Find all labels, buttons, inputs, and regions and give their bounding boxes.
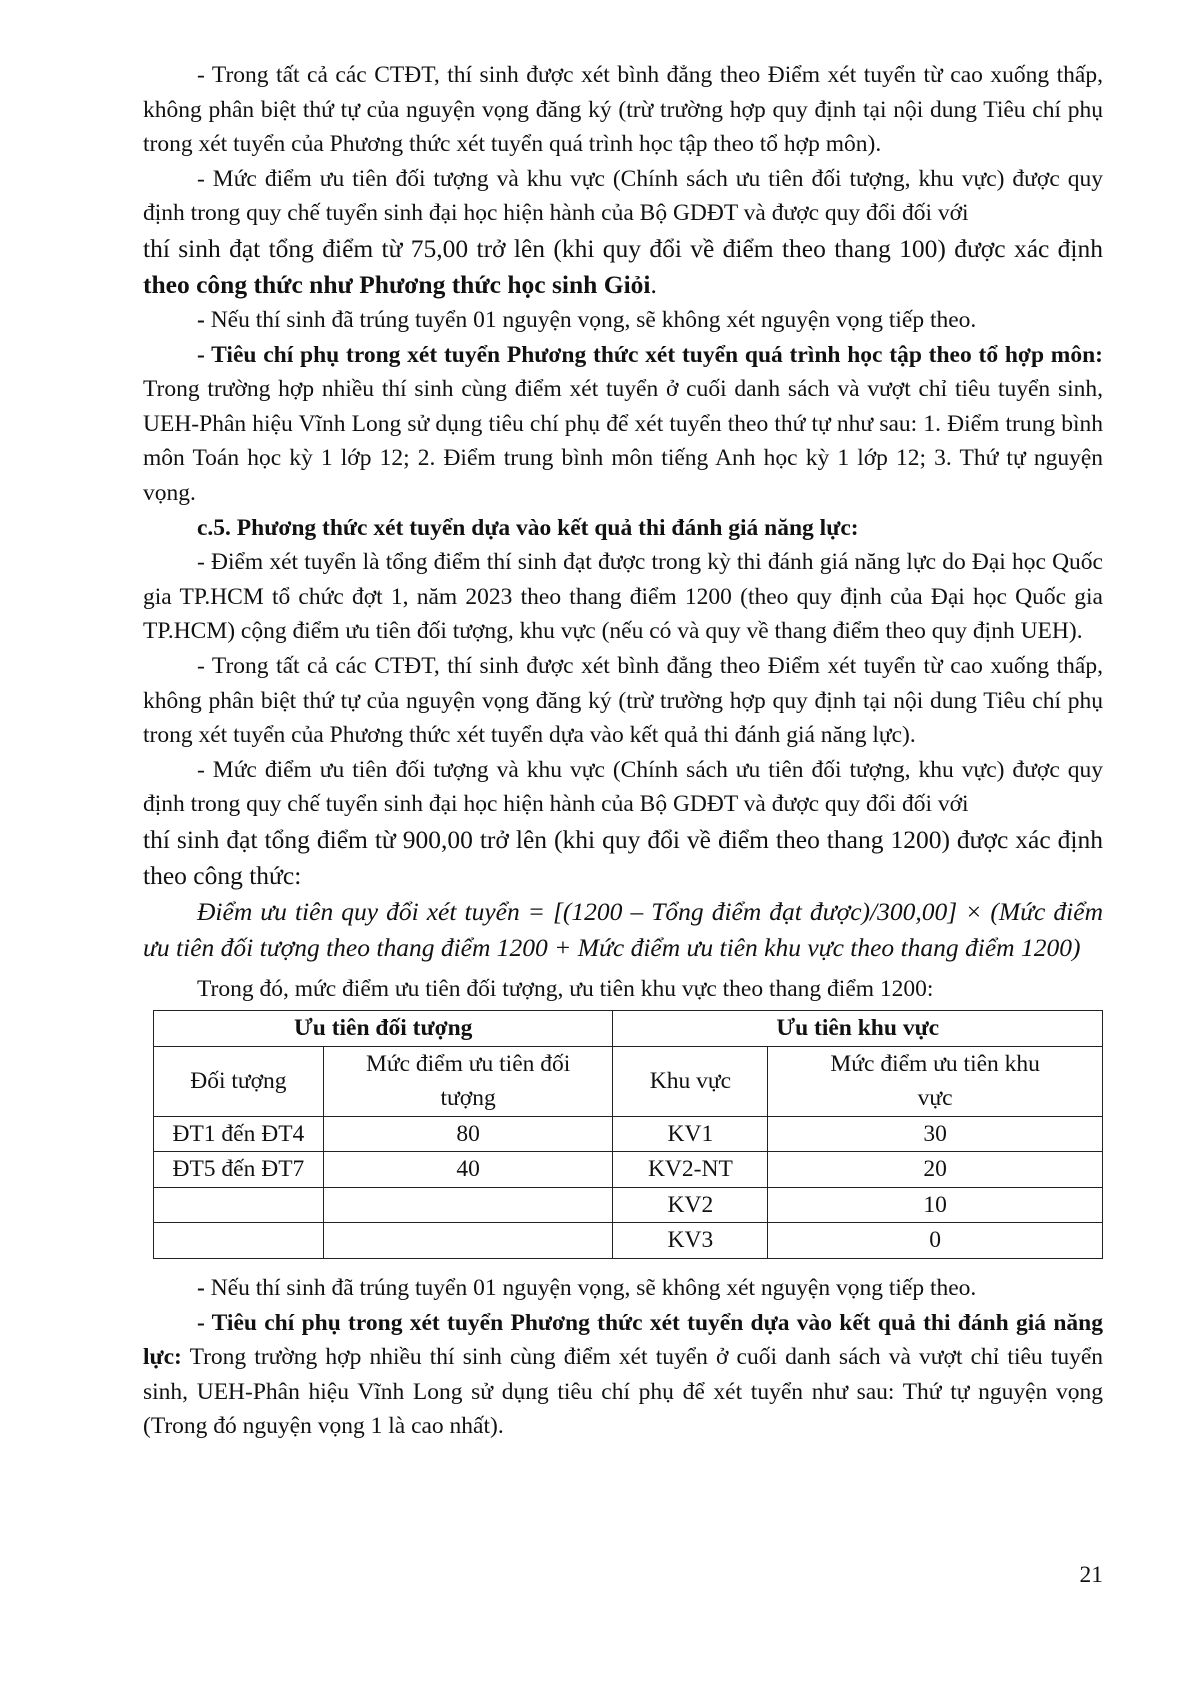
cell-object-score: 40	[323, 1152, 613, 1188]
table-row	[154, 1223, 1103, 1259]
cell-object-score	[323, 1223, 613, 1259]
cell-area-score: 0	[768, 1223, 1103, 1259]
document-page	[143, 58, 1103, 1444]
header-area-priority: Ưu tiên khu vực	[613, 1011, 1103, 1047]
subheader-area-score: Mức điểm ưu tiên khu vực	[768, 1046, 1103, 1116]
cell-area: KV3	[613, 1223, 768, 1259]
cell-area: KV2	[613, 1187, 768, 1223]
table-header-row	[154, 1011, 1103, 1047]
header-object-priority: Ưu tiên đối tượng	[154, 1011, 613, 1047]
cell-area-score: 20	[768, 1152, 1103, 1188]
cell-object: ĐT5 đến ĐT7	[154, 1152, 324, 1188]
paragraph-tiebreak-subjects: - Tiêu chí phụ trong xét tuyển Phương thức xét tuyển quá trình học tập theo tổ hợp môn: Trong trường hợp nhiều thí sinh cùng điểm xét tuyển ở cuối danh sách và vượt chỉ tiêu tuyển sinh, UEH-Phân hiệu Vĩnh Long sử dụng tiêu chí phụ để xét tuyển theo thứ tự như sau: 1. Điểm trung bình môn Toán học kỳ 1 lớp 12; 2. Điểm trung bình môn tiếng Anh học kỳ 1 lớp 12; 3. Thứ tự nguyện vọng.	[143, 341, 1103, 506]
paragraph-priority-rules: - Mức điểm ưu tiên đối tượng và khu vực (Chính sách ưu tiên đối tượng, khu vực) được quy định trong quy chế tuyển sinh đại học hiện hành của Bộ GDĐT và được quy đổi đối với	[143, 165, 1103, 227]
table-row	[154, 1152, 1103, 1188]
paragraph-tiebreak-dgnl: - Tiêu chí phụ trong xét tuyển Phương thức xét tuyển dựa vào kết quả thi đánh giá năng lực: Trong trường hợp nhiều thí sinh cùng điểm xét tuyển ở cuối danh sách và vượt chỉ tiêu tuyển sinh, UEH-Phân hiệu Vĩnh Long sử dụng tiêu chí phụ để xét tuyển như sau: Thứ tự nguyện vọng (Trong đó nguyện vọng 1 là cao nhất).	[143, 1309, 1103, 1440]
paragraph-one-choice: - Nếu thí sinh đã trúng tuyển 01 nguyện vọng, sẽ không xét nguyện vọng tiếp theo.	[197, 306, 977, 333]
cell-object: ĐT1 đến ĐT4	[154, 1116, 324, 1152]
cell-object-score	[323, 1187, 613, 1223]
cell-object	[154, 1223, 324, 1259]
paragraph-priority-rules-2: - Mức điểm ưu tiên đối tượng và khu vực (Chính sách ưu tiên đối tượng, khu vực) được quy định trong quy chế tuyển sinh đại học hiện hành của Bộ GDĐT và được quy đổi đối với	[143, 756, 1103, 818]
cell-area-score: 30	[768, 1116, 1103, 1152]
priority-table	[153, 1010, 1103, 1259]
table-intro: Trong đó, mức điểm ưu tiên đối tượng, ưu tiên khu vực theo thang điểm 1200:	[197, 975, 934, 1002]
paragraph-dgnl-score: - Điểm xét tuyển là tổng điểm thí sinh đạt được trong kỳ thi đánh giá năng lực do Đại học Quốc gia TP.HCM tổ chức đợt 1, năm 2023 theo thang điểm 1200 (theo quy định của Đại học Quốc gia TP.HCM) cộng điểm ưu tiên đối tượng, khu vực (nếu có và quy về thang điểm theo quy định UEH).	[143, 549, 1103, 645]
paragraph-ctdt-equal-2: - Trong tất cả các CTĐT, thí sinh được xét bình đẳng theo Điểm xét tuyển từ cao xuống thấp, không phân biệt thứ tự của nguyện vọng đăng ký (trừ trường hợp quy định tại nội dung Tiêu chí phụ trong xét tuyển của Phương thức xét tuyển dựa vào kết quả thi đánh giá năng lực).	[143, 652, 1103, 749]
section-heading-c5: c.5. Phương thức xét tuyển dựa vào kết quả thi đánh giá năng lực:	[197, 514, 859, 541]
cell-object	[154, 1187, 324, 1223]
table-row	[154, 1116, 1103, 1152]
table-subheader-row	[154, 1046, 1103, 1116]
table-row	[154, 1187, 1103, 1223]
page-number: 21	[1079, 1562, 1103, 1588]
paragraph-one-choice-2: - Nếu thí sinh đã trúng tuyển 01 nguyện vọng, sẽ không xét nguyện vọng tiếp theo.	[197, 1274, 977, 1301]
subheader-area: Khu vực	[613, 1046, 768, 1116]
subheader-object: Đối tượng	[154, 1046, 324, 1116]
paragraph-priority-75: thí sinh đạt tổng điểm từ 75,00 trở lên (khi quy đổi về điểm theo thang 100) được xác định theo công thức như Phương thức học sinh Giỏi.	[143, 233, 1103, 299]
cell-area-score: 10	[768, 1187, 1103, 1223]
paragraph-priority-900: thí sinh đạt tổng điểm từ 900,00 trở lên (khi quy đổi về điểm theo thang 1200) được xác định theo công thức:	[143, 824, 1103, 890]
cell-object-score: 80	[323, 1116, 613, 1152]
subheader-object-score: Mức điểm ưu tiên đối tượng	[323, 1046, 613, 1116]
cell-area: KV2-NT	[613, 1152, 768, 1188]
paragraph-ctdt-equal: - Trong tất cả các CTĐT, thí sinh được xét bình đẳng theo Điểm xét tuyển từ cao xuống thấp, không phân biệt thứ tự của nguyện vọng đăng ký (trừ trường hợp quy định tại nội dung Tiêu chí phụ trong xét tuyển của Phương thức xét tuyển quá trình học tập theo tổ hợp môn).	[143, 62, 1103, 158]
cell-area: KV1	[613, 1116, 768, 1152]
formula: Điểm ưu tiên quy đổi xét tuyển = [(1200 – Tổng điểm đạt được)/300,00] × (Mức điểm ưu tiên đối tượng theo thang điểm 1200 + Mức điểm ưu tiên khu vực theo thang điểm 1200)	[143, 896, 1103, 962]
